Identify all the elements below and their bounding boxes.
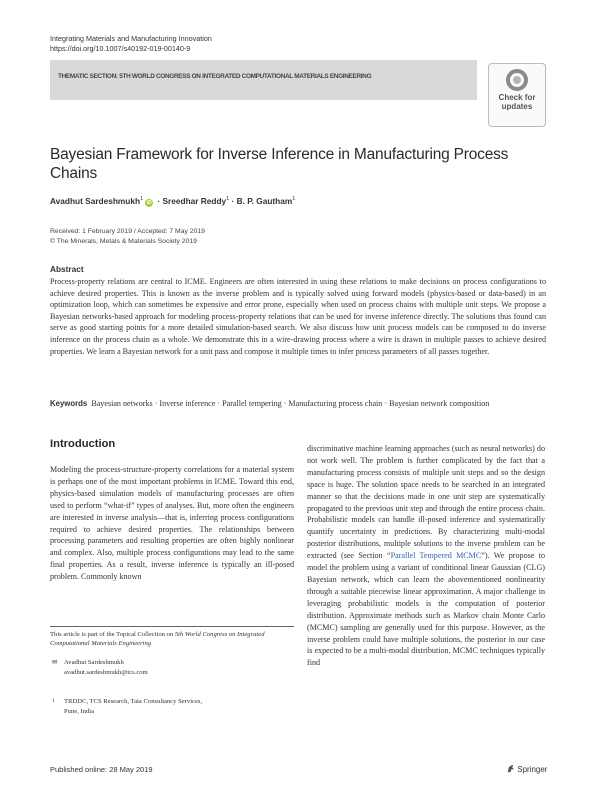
springer-horse-icon bbox=[506, 764, 515, 773]
author-affiliation: 1 bbox=[226, 196, 230, 203]
publisher-logo bbox=[506, 764, 547, 774]
author-name[interactable]: Avadhut Sardeshmukh bbox=[50, 196, 141, 206]
publisher-name: Springer bbox=[517, 765, 548, 774]
author-name[interactable]: Sreedhar Reddy bbox=[162, 196, 227, 206]
affiliation-number: 1 bbox=[52, 698, 55, 704]
author-affiliation: 1 bbox=[292, 196, 296, 203]
intro-text-b: ”). We propose to model the problem using a variant of conditional linear Gaussian (CLG) Bayesian network, which can learn the abovementioned nonlinearity through a suitable piecewise linear approximation. A major challenge in leveraging probabilistic models is the computation of posterior distribution. Approximate methods such as Markov chain Monte Carlo (MCMC) sampling are generally used for this purpose. However, as the inverse problem could have multiple solutions, the posterior in our case is expected to be a multi-modal distribution. MCMC techniques typically find bbox=[307, 551, 545, 668]
published-online: Published online: 28 May 2019 bbox=[50, 765, 153, 774]
introduction-heading: Introduction bbox=[50, 438, 116, 450]
keywords-block bbox=[50, 398, 546, 409]
received-dates: Received: 1 February 2019 / Accepted: 7 May 2019 bbox=[50, 228, 205, 235]
thematic-banner bbox=[50, 60, 477, 100]
topical-note-text: This article is part of the Topical Collection on bbox=[50, 631, 175, 638]
affiliation-line-1: TRDDC, TCS Research, Tata Consultancy Services, bbox=[64, 698, 203, 705]
journal-name: Integrating Materials and Manufacturing Innovation bbox=[50, 34, 212, 43]
copyright-line: © The Minerals, Metals & Materials Society 2019 bbox=[50, 238, 197, 245]
author-list bbox=[50, 196, 295, 207]
intro-column-left: Modeling the process-structure-property correlations for a material system is perhaps one of the most important problems in ICME. Toward this end, physics-based simulation models of manufacturing processes are often used to perform “what-if” types of analyses. But, more often the engineers are interested in inverse analysis—that is, inferring process configurations required to achieve desired properties. The relationships between processing parameters and resulting properties are often highly nonlinear and complex. Also, multiple process configurations may lead to the same final properties. As a result, inverse inference is typically an ill-posed problem. Commonly known bbox=[50, 465, 294, 582]
keywords-list: Bayesian networks · Inverse inference · Parallel tempering · Manufacturing process chain · Bayesian network composition bbox=[91, 399, 490, 408]
check-label-1: Check for bbox=[498, 93, 536, 102]
orcid-icon[interactable]: iD bbox=[146, 200, 152, 206]
corresponding-email[interactable]: avadhut.sardeshmukh@tcs.com bbox=[64, 669, 148, 676]
author-separator: · bbox=[231, 196, 235, 206]
article-title: Bayesian Framework for Inverse Inference in Manufacturing Process Chains bbox=[50, 146, 509, 182]
abstract-body: Process-property relations are central to ICME. Engineers are often interested in using these relations to make decisions on process configurations to achieve desired properties. This is known as the inverse problem and is typically solved using forward models (physics-based or data-based) in an optimization loop, which can sometimes be expensive and error prone, especially when used on process chains with multiple unit steps. We propose a Bayesian networks-based approach for modeling process-property relations that can be used for inverse inference directly. The solutions thus found can serve as good starting points for a more detailed simulation-based search. We also discuss how unit process models can be composed to do inverse inference on the process chain as a whole. We demonstrate this in a wire-drawing process where a wire is drawn in multiple passes to achieve desired properties. We learn a Bayesian network for a unit pass and compose it multiple times to infer process parameters of all passes together. bbox=[50, 277, 546, 356]
topical-collection-note bbox=[50, 630, 294, 648]
topical-collection-link[interactable]: 5th World Congress on Integrated Computational Materials Engineering bbox=[50, 631, 265, 647]
author-affiliation: 1 bbox=[140, 196, 144, 203]
check-updates-icon bbox=[506, 69, 528, 91]
abstract-heading: Abstract bbox=[50, 264, 84, 274]
corresponding-author: Avadhut Sardeshmukh bbox=[64, 659, 124, 666]
affiliation-line-2: Pune, India bbox=[64, 708, 95, 715]
check-label-2: updates bbox=[501, 102, 533, 111]
envelope-icon: ✉ bbox=[52, 659, 58, 666]
doi-link[interactable]: https://doi.org/10.1007/s40192-019-00140-9 bbox=[50, 44, 191, 53]
keywords-label: Keywords bbox=[50, 399, 88, 408]
footnote-divider bbox=[50, 626, 294, 627]
intro-text-a: discriminative machine learning approaches (such as neural networks) do not work well. The problem is further complicated by the fact that a manufacturing process consists of multiple unit steps and so the design space is huge. The solution space needs to be searched in an integrated manner so that the decisions made in one unit step are systematically propagated to the previous unit step and through the entire process chain. Probabilistic models can handle ill-posed inference and systematically quantify uncertainty in predictions. By characterizing multi-modal posterior distributions, multiple solutions to the inverse problem can be extracted (see Section “ bbox=[307, 444, 545, 561]
check-for-updates-badge[interactable] bbox=[488, 63, 546, 127]
intro-column-right bbox=[307, 443, 545, 669]
section-link[interactable]: Parallel Tempered MCMC bbox=[390, 551, 482, 561]
author-name[interactable]: B. P. Gautham bbox=[236, 196, 293, 206]
banner-text: THEMATIC SECTION: 5TH WORLD CONGRESS ON INTEGRATED COMPUTATIONAL MATERIALS ENGINEERING bbox=[58, 73, 372, 80]
author-separator: · bbox=[157, 196, 161, 206]
